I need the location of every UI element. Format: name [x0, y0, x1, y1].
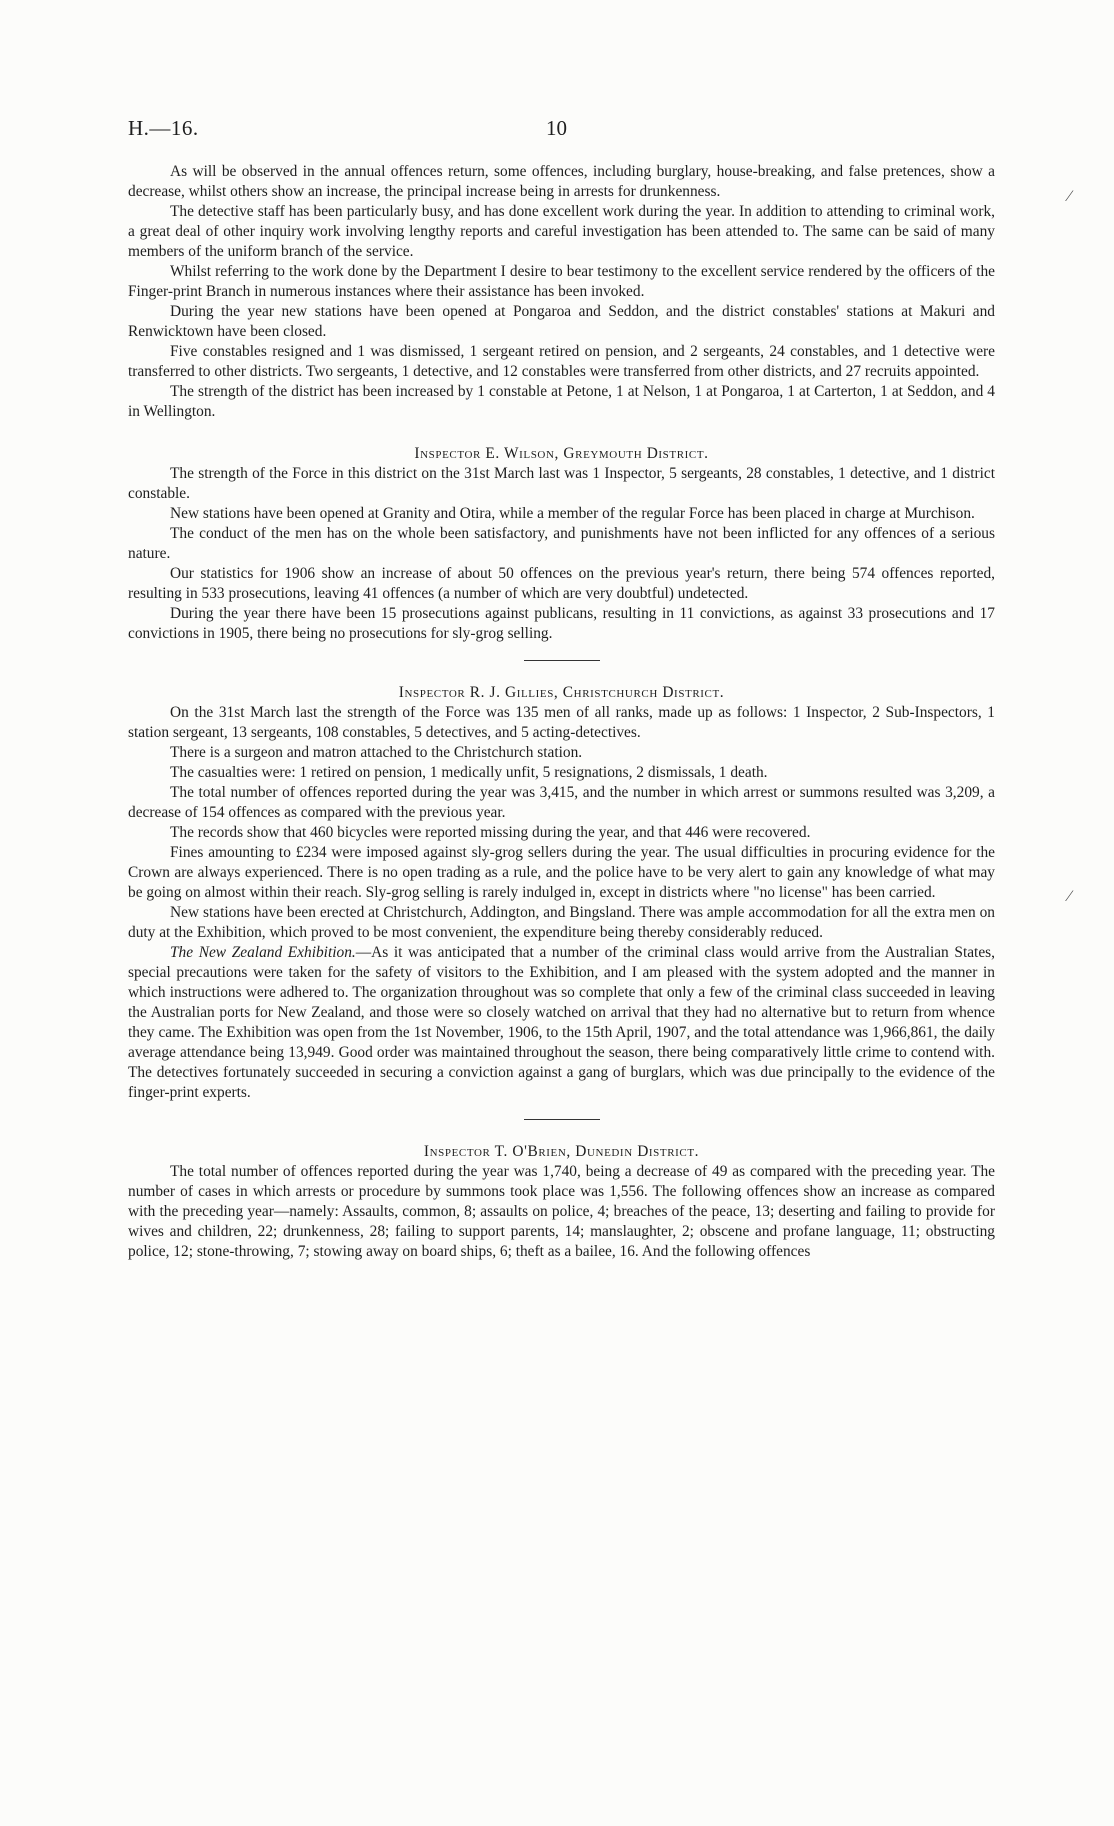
greymouth-paragraph: New stations have been opened at Granity and Otira, while a member of the regular Force has been placed in charge at Murchison. — [170, 505, 975, 522]
intro-paragraph: Five constables resigned and 1 was dismissed, 1 sergeant retired on pension, and 2 sergeants, 24 constables, and 1 detective were transferred to other districts. Two sergeants, 1 detective, and 12 constables were transferred from other districts, and 27 recruits appointed. — [128, 343, 995, 380]
intro-paragraph: Whilst referring to the work done by the Department I desire to bear testimony to the excellent service rendered by the officers of the Finger-print Branch in numerous instances where their assistance has been invoked. — [128, 263, 995, 300]
christchurch-paragraph: New stations have been erected at Christchurch, Addington, and Bingsland. There was ample accommodation for all the extra men on duty at the Exhibition, which proved to be most convenient, the expenditure being thereby considerably reduced. — [128, 904, 995, 941]
christchurch-paragraph: On the 31st March last the strength of the Force was 135 men of all ranks, made up as follows: 1 Inspector, 2 Sub-Inspectors, 1 station sergeant, 13 sergeants, 108 constables, 5 detectives, and 5 acting-detectives. — [128, 704, 995, 741]
section-heading-dunedin: Inspector T. O'Brien, Dunedin District. — [423, 1143, 700, 1160]
greymouth-paragraph: The conduct of the men has on the whole been satisfactory, and punishments have not been inflicted for any offences of a serious nature. — [128, 525, 995, 562]
margin-mark: ⁄ — [1068, 888, 1071, 905]
christchurch-paragraph: Fines amounting to £234 were imposed against sly-grog sellers during the year. The usual difficulties in procuring evidence for the Crown are always experienced. There is no open trading as a rule, and the police have to be very alert to gain any knowledge of what may be going on almost within their reach. Sly-grog selling is rarely indulged in, except in districts where "no license" has been carried. — [128, 844, 995, 901]
section-heading-greymouth: Inspector E. Wilson, Greymouth District. — [414, 445, 709, 462]
page-number: 10 — [546, 116, 567, 140]
exhibition-subheading: The New Zealand Exhibition. — [170, 944, 356, 961]
greymouth-paragraph: Our statistics for 1906 show an increase of about 50 offences on the previous year's return, there being 574 offences reported, resulting in 533 prosecutions, leaving 41 offences (a number of which are very doubtful) undetected. — [128, 565, 995, 602]
intro-paragraph: During the year new stations have been opened at Pongaroa and Seddon, and the district constables' stations at Makuri and Renwicktown have been closed. — [128, 303, 995, 340]
greymouth-paragraph: During the year there have been 15 prosecutions against publicans, resulting in 11 convictions, as against 33 prosecutions and 17 convictions in 1905, there being no prosecutions for sly-grog selling. — [128, 605, 995, 642]
christchurch-paragraph: The total number of offences reported during the year was 3,415, and the number in which arrest or summons resulted was 3,209, a decrease of 154 offences as compared with the previous year. — [128, 784, 995, 821]
christchurch-paragraph: There is a surgeon and matron attached to the Christchurch station. — [170, 744, 583, 761]
christchurch-paragraph: The records show that 460 bicycles were reported missing during the year, and that 446 were recovered. — [170, 824, 811, 841]
exhibition-paragraph — [128, 943, 995, 1103]
intro-paragraph: The detective staff has been particularly busy, and has done excellent work during the year. In addition to attending to criminal work, a great deal of other inquiry work involving lengthy reports and careful investigation has been attended to. The same can be said of many members of the uniform branch of the service. — [128, 203, 995, 260]
exhibition-text: —As it was anticipated that a number of the criminal class would arrive from the Australian States, special precautions were taken for the safety of visitors to the Exhibition, and I am pleased with the system adopted and the manner in which instructions were adhered to. The organization throughout was so complete that only a few of the criminal class succeeded in leaving the Australian ports for New Zealand, and those were so closely watched on arrival that they had no alternative but to return from whence they came. The Exhibition was open from the 1st November, 1906, to the 15th April, 1907, and the total attendance was 1,966,861, the daily average attendance being 13,949. Good order was maintained throughout the season, there being comparatively little crime to contend with. The detectives fortunately succeeded in securing a conviction against a gang of burglars, which was due principally to the evidence of the finger-print experts. — [128, 944, 995, 1101]
report-reference: H.—16. — [128, 116, 199, 140]
document-body — [128, 162, 995, 1262]
dunedin-paragraph: The total number of offences reported during the year was 1,740, being a decrease of 49 as compared with the preceding year. The number of cases in which arrests or procedure by summons took place was 1,556. The following offences show an increase as compared with the preceding year—namely: Assaults, common, 8; assaults on police, 4; breaches of the peace, 13; deserting and failing to provide for wives and children, 22; drunkenness, 28; failing to support parents, 14; manslaughter, 2; obscene and profane language, 11; obstructing police, 12; stone-throwing, 7; stowing away on board ships, 6; theft as a bailee, 16. And the following offences — [128, 1163, 995, 1260]
margin-mark: ⁄ — [1068, 188, 1071, 205]
intro-paragraph: The strength of the district has been increased by 1 constable at Petone, 1 at Nelson, 1 at Pongaroa, 1 at Carterton, 1 at Seddon, and 4 in Wellington. — [128, 383, 995, 420]
greymouth-paragraph: The strength of the Force in this district on the 31st March last was 1 Inspector, 5 sergeants, 28 constables, 1 detective, and 1 district constable. — [128, 465, 995, 502]
christchurch-paragraph: The casualties were: 1 retired on pension, 1 medically unfit, 5 resignations, 2 dismissals, 1 death. — [170, 764, 768, 781]
section-heading-christchurch: Inspector R. J. Gillies, Christchurch District. — [398, 684, 725, 701]
intro-paragraph: As will be observed in the annual offences return, some offences, including burglary, house-breaking, and false pretences, show a decrease, whilst others show an increase, the principal increase being in arrests for drunkenness. — [128, 163, 995, 200]
page-header — [128, 116, 995, 146]
